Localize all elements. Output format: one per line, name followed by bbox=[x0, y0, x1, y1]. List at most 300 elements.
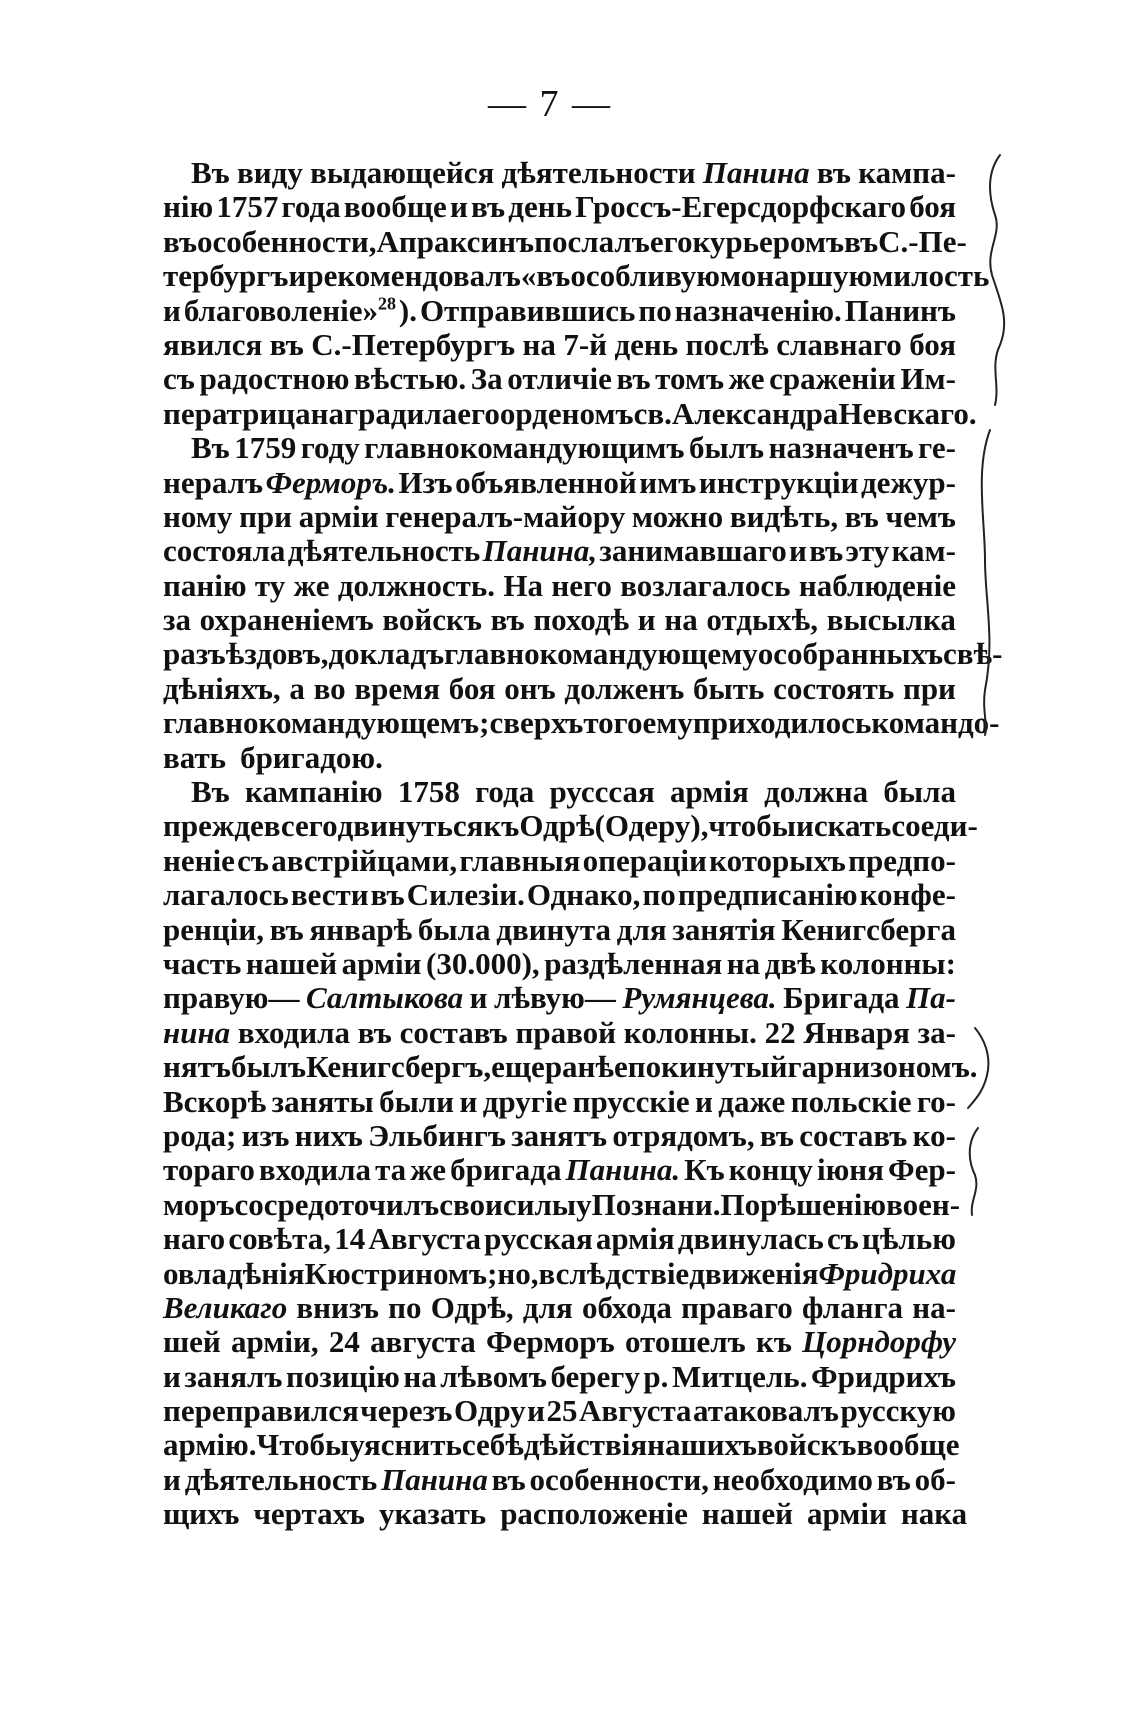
word-text: томъ bbox=[655, 361, 725, 397]
word bbox=[185, 1463, 378, 1497]
word bbox=[403, 1360, 436, 1394]
word bbox=[486, 1325, 615, 1359]
word-text: входила bbox=[237, 1014, 351, 1050]
word-text: Ферморъ bbox=[486, 1324, 615, 1360]
word bbox=[294, 569, 330, 603]
word-text: разъѣздовъ, bbox=[163, 636, 329, 672]
word-text: послалъ bbox=[534, 223, 650, 259]
word bbox=[163, 362, 195, 396]
word-text: въ bbox=[370, 877, 405, 913]
word bbox=[693, 672, 764, 706]
word bbox=[521, 259, 571, 293]
word-text: даже bbox=[718, 1083, 786, 1119]
word-text: возлагалось bbox=[620, 567, 791, 603]
word-text: въ bbox=[616, 361, 651, 397]
word bbox=[638, 603, 656, 637]
word bbox=[799, 569, 956, 603]
word-text: въ bbox=[816, 155, 851, 190]
text-line bbox=[163, 1463, 956, 1497]
word bbox=[342, 947, 422, 981]
word bbox=[503, 569, 543, 603]
word-text: Гроссъ-Егерсдорфскаго bbox=[575, 189, 907, 225]
word bbox=[431, 1291, 514, 1325]
word bbox=[769, 431, 914, 465]
word-text: позицію bbox=[286, 1358, 400, 1394]
word bbox=[871, 706, 999, 740]
word-text: лагалось bbox=[163, 877, 289, 913]
word-text: и bbox=[695, 1083, 713, 1119]
word bbox=[681, 1291, 793, 1325]
word bbox=[371, 878, 405, 912]
word bbox=[272, 1085, 374, 1119]
word-text: должна bbox=[764, 774, 869, 810]
word-text: была bbox=[417, 911, 491, 947]
word bbox=[264, 809, 338, 843]
word bbox=[459, 844, 580, 878]
text-line bbox=[163, 672, 956, 706]
word bbox=[878, 225, 967, 259]
word bbox=[592, 1188, 721, 1222]
word bbox=[891, 809, 977, 843]
word bbox=[375, 1153, 406, 1187]
word bbox=[539, 1257, 690, 1291]
word-text: собранныхъ bbox=[773, 636, 944, 672]
word bbox=[595, 809, 709, 843]
word-text: дѣятельности bbox=[501, 155, 696, 190]
word-text: другіе bbox=[482, 1083, 568, 1119]
word-text: Въ bbox=[191, 774, 230, 810]
word-text: на bbox=[522, 326, 556, 362]
word-text: въ bbox=[490, 602, 525, 638]
word-text: съ bbox=[163, 361, 195, 397]
word-text: ренціи, bbox=[163, 911, 264, 947]
word bbox=[625, 1325, 746, 1359]
word bbox=[718, 1085, 785, 1119]
word-text: августа bbox=[370, 1324, 476, 1360]
word bbox=[491, 1050, 545, 1084]
word bbox=[756, 1325, 792, 1359]
text-line bbox=[163, 223, 967, 259]
word-text: вѣстью. bbox=[354, 361, 467, 397]
word bbox=[163, 1085, 266, 1119]
word bbox=[799, 1119, 907, 1153]
word-text: Панина bbox=[702, 155, 810, 190]
word-text: и bbox=[449, 189, 468, 225]
word-text: въ bbox=[471, 189, 506, 225]
word bbox=[288, 534, 481, 568]
word bbox=[827, 603, 956, 637]
word-text: Бригада bbox=[783, 980, 900, 1016]
word-text: указать bbox=[379, 1496, 487, 1532]
word bbox=[163, 1291, 287, 1325]
word-text: Одру bbox=[453, 1393, 526, 1429]
word bbox=[689, 431, 764, 465]
word bbox=[614, 328, 678, 362]
word bbox=[475, 775, 534, 809]
word-text: и bbox=[288, 258, 307, 294]
word-text: соеди- bbox=[891, 808, 978, 844]
word bbox=[522, 328, 555, 362]
word bbox=[783, 981, 899, 1015]
word bbox=[811, 1360, 956, 1394]
word-text: нію bbox=[163, 189, 214, 225]
word bbox=[163, 947, 241, 981]
word bbox=[191, 431, 230, 465]
word bbox=[444, 637, 758, 671]
word bbox=[638, 294, 671, 328]
text-line bbox=[163, 1016, 956, 1050]
word bbox=[163, 1119, 236, 1153]
word bbox=[703, 156, 810, 190]
word bbox=[583, 844, 707, 878]
word-text: того bbox=[583, 705, 643, 741]
word-text: въ bbox=[491, 1461, 526, 1497]
word bbox=[943, 637, 1002, 671]
word-text: правой bbox=[515, 1014, 616, 1050]
word bbox=[686, 328, 769, 362]
word-text: охраненіемъ bbox=[199, 602, 374, 638]
word bbox=[872, 259, 989, 293]
margin-brace-mark-1 bbox=[990, 155, 1004, 405]
word bbox=[628, 1050, 788, 1084]
word bbox=[760, 1119, 794, 1153]
word-text: но, bbox=[497, 1255, 539, 1291]
word-text: Января bbox=[803, 1014, 910, 1050]
word-text: главнокомандующему bbox=[444, 636, 758, 672]
text-line bbox=[163, 705, 1000, 741]
word-text: назначенъ bbox=[768, 430, 914, 466]
word-text: Изъ bbox=[398, 464, 453, 500]
text-line bbox=[163, 190, 956, 224]
word-text: двѣ bbox=[764, 945, 816, 981]
word bbox=[564, 672, 684, 706]
text-line bbox=[163, 1360, 956, 1394]
word-text: монаршую bbox=[720, 258, 873, 294]
word bbox=[622, 981, 776, 1015]
word bbox=[163, 1188, 235, 1222]
word-text: 7-й bbox=[563, 326, 607, 362]
word-text: боя bbox=[448, 670, 496, 706]
word bbox=[845, 294, 956, 328]
word bbox=[900, 362, 956, 396]
word-text: же bbox=[410, 1152, 447, 1188]
word bbox=[470, 981, 488, 1015]
word-text: на bbox=[664, 602, 698, 638]
word bbox=[802, 1325, 956, 1359]
word-text: дѣніяхъ, bbox=[163, 670, 281, 706]
word bbox=[860, 878, 956, 912]
word-text: русская bbox=[484, 1221, 593, 1257]
word bbox=[296, 1291, 378, 1325]
word-text: Вскорѣ bbox=[163, 1083, 267, 1119]
word bbox=[253, 1497, 365, 1531]
word-text: въ bbox=[269, 326, 304, 362]
word-text: «въ bbox=[520, 258, 571, 294]
word bbox=[575, 190, 906, 224]
word-text: прусскіе bbox=[572, 1083, 690, 1119]
word-text: изъ bbox=[241, 1117, 290, 1153]
word-text: Августа bbox=[578, 1393, 692, 1429]
word-text: кампанію bbox=[245, 774, 383, 810]
word bbox=[420, 294, 635, 328]
word bbox=[491, 603, 525, 637]
word-text: года bbox=[475, 774, 535, 810]
word bbox=[693, 706, 871, 740]
word-text: ему bbox=[642, 705, 693, 741]
word-text: дѣятельность bbox=[287, 533, 481, 569]
word-text: къ bbox=[483, 808, 520, 844]
word bbox=[713, 1463, 873, 1497]
word bbox=[358, 1016, 392, 1050]
word-text: неніе bbox=[163, 842, 235, 878]
word bbox=[500, 1497, 688, 1531]
word bbox=[524, 1428, 647, 1462]
word-text: На bbox=[503, 567, 544, 603]
word-text: предпо- bbox=[848, 842, 956, 878]
body-text bbox=[163, 155, 1003, 1532]
word-text: лѣвую— bbox=[494, 980, 616, 1016]
text-line bbox=[163, 1085, 956, 1119]
word bbox=[672, 397, 839, 431]
word-text: нашей bbox=[701, 1496, 793, 1532]
word bbox=[901, 1497, 967, 1531]
word bbox=[291, 878, 369, 912]
word bbox=[311, 328, 515, 362]
word bbox=[457, 397, 500, 431]
word-text: и bbox=[459, 1083, 478, 1119]
text-line bbox=[163, 775, 956, 809]
word bbox=[288, 259, 306, 293]
word bbox=[163, 569, 247, 603]
word-text: занимавшаго bbox=[599, 533, 787, 569]
word-text: боя bbox=[909, 326, 956, 362]
word bbox=[576, 1188, 592, 1222]
word-text: на- bbox=[912, 1289, 956, 1325]
word bbox=[764, 775, 868, 809]
word-text: сраженіи bbox=[769, 361, 896, 397]
word bbox=[655, 362, 724, 396]
word bbox=[163, 1257, 304, 1291]
word-text: армія bbox=[595, 1221, 675, 1257]
word bbox=[197, 225, 376, 259]
word bbox=[758, 637, 774, 671]
word bbox=[760, 1188, 886, 1222]
word-text: былъ bbox=[688, 430, 765, 466]
word-text: за- bbox=[917, 1014, 956, 1050]
word bbox=[862, 1222, 956, 1256]
word bbox=[848, 844, 956, 878]
word-text: занялъ bbox=[184, 1358, 283, 1394]
word-text: Панина bbox=[381, 1461, 488, 1497]
word bbox=[163, 500, 232, 534]
word-text: вообще bbox=[343, 189, 447, 225]
word-text: кам- bbox=[891, 533, 956, 569]
word-text: была bbox=[883, 774, 956, 810]
word-text: Августа bbox=[368, 1221, 481, 1257]
word bbox=[259, 1153, 371, 1187]
word-text: фланга bbox=[802, 1289, 904, 1325]
word bbox=[634, 397, 672, 431]
text-line bbox=[163, 1325, 956, 1359]
word bbox=[239, 500, 292, 534]
word-text: по bbox=[642, 877, 676, 913]
word-text: и bbox=[163, 1358, 181, 1394]
word-text: наградила bbox=[310, 395, 458, 431]
word-text: курьеромъ bbox=[692, 223, 845, 259]
word-text: Къ bbox=[684, 1152, 725, 1188]
word-text: и bbox=[163, 292, 181, 328]
word bbox=[807, 1497, 887, 1531]
text-line bbox=[163, 1394, 956, 1428]
text-line bbox=[163, 636, 1003, 672]
word bbox=[702, 1497, 793, 1531]
word-text: моръ bbox=[163, 1186, 235, 1222]
word-text: войскъ bbox=[382, 602, 482, 638]
word-text: Одрѣ bbox=[519, 808, 595, 844]
word bbox=[184, 294, 396, 328]
word bbox=[370, 1325, 476, 1359]
word-text: въ bbox=[357, 1014, 392, 1050]
word bbox=[809, 534, 843, 568]
word bbox=[385, 500, 625, 534]
word-text: Въ bbox=[191, 430, 230, 466]
word bbox=[231, 1050, 306, 1084]
word-text: Отправившись bbox=[419, 292, 636, 328]
word-text: еще bbox=[491, 1049, 545, 1085]
word-text: его bbox=[649, 223, 693, 259]
word bbox=[546, 1394, 577, 1428]
word bbox=[721, 1188, 761, 1222]
word-text: главнокомандующемъ; bbox=[163, 705, 490, 741]
word bbox=[906, 981, 956, 1015]
word-text: къ bbox=[755, 1324, 792, 1360]
word-text: панію bbox=[163, 567, 247, 603]
word-text: на bbox=[403, 1358, 437, 1394]
word-text: совѣта, bbox=[228, 1221, 332, 1257]
word bbox=[289, 672, 305, 706]
text-line bbox=[163, 395, 977, 431]
word bbox=[484, 1222, 593, 1256]
word-text: особливую bbox=[570, 258, 720, 294]
word-text: Кенигсберга bbox=[781, 911, 956, 947]
word-text: свѣ- bbox=[943, 636, 1003, 672]
word-text: обхода bbox=[581, 1289, 672, 1325]
text-line bbox=[163, 1427, 960, 1463]
text-line bbox=[163, 603, 956, 637]
word-text: дѣятельность bbox=[184, 1461, 378, 1497]
word-text: въ bbox=[844, 498, 879, 534]
word-text: на bbox=[726, 945, 761, 981]
word-text: Эльбингъ bbox=[368, 1117, 506, 1153]
word-text: и bbox=[637, 602, 656, 638]
word-text: колонны: bbox=[820, 945, 956, 981]
word-text: тербургъ bbox=[163, 258, 289, 294]
word-text: ту bbox=[254, 567, 286, 603]
word bbox=[695, 1085, 713, 1119]
word bbox=[256, 1428, 349, 1462]
word-text: 22 bbox=[764, 1014, 796, 1050]
word bbox=[399, 466, 453, 500]
word-text: арміи bbox=[341, 945, 422, 981]
word-text: же bbox=[293, 567, 330, 603]
word bbox=[418, 913, 491, 947]
word bbox=[534, 225, 650, 259]
text-line bbox=[163, 534, 956, 568]
word bbox=[238, 1016, 350, 1050]
word bbox=[163, 294, 181, 328]
text-line bbox=[163, 258, 990, 294]
word-text: за bbox=[163, 602, 191, 638]
word-text: гарнизономъ. bbox=[787, 1049, 978, 1085]
word-text: входила bbox=[258, 1152, 372, 1188]
word-text: Силезіи. bbox=[406, 877, 525, 913]
word-text: ранѣе bbox=[544, 1049, 628, 1085]
word-text: Фридрихъ bbox=[810, 1358, 956, 1394]
word bbox=[596, 1222, 675, 1256]
word-text: р. bbox=[643, 1358, 669, 1394]
word bbox=[328, 637, 444, 671]
word-text: бригада bbox=[450, 1152, 562, 1188]
word-text: славнаго bbox=[776, 326, 902, 362]
word-text: онъ bbox=[504, 670, 556, 706]
word bbox=[729, 362, 765, 396]
word-text: во bbox=[313, 670, 346, 706]
word-text: нихъ bbox=[294, 1117, 363, 1153]
word bbox=[450, 190, 468, 224]
word-text: наго bbox=[163, 1221, 226, 1257]
word bbox=[549, 775, 654, 809]
word-text: явился bbox=[163, 326, 263, 362]
text-line bbox=[163, 913, 956, 947]
word-text: инструкціи bbox=[698, 464, 859, 500]
word-text: долженъ bbox=[564, 670, 685, 706]
word bbox=[769, 362, 896, 396]
word bbox=[237, 156, 303, 190]
word-text: январѣ bbox=[309, 911, 413, 947]
text-line bbox=[163, 328, 956, 362]
word bbox=[354, 362, 466, 396]
word-text: уяснить bbox=[349, 1427, 462, 1463]
word bbox=[329, 1325, 360, 1359]
word-text: нина bbox=[163, 1014, 231, 1050]
word-text: предписанію bbox=[677, 877, 858, 913]
word bbox=[678, 1222, 824, 1256]
word bbox=[664, 603, 697, 637]
word bbox=[877, 1463, 911, 1497]
word bbox=[234, 431, 296, 465]
word bbox=[545, 1050, 628, 1084]
word bbox=[791, 1085, 912, 1119]
word bbox=[503, 1188, 576, 1222]
word-text: и bbox=[527, 1393, 545, 1429]
word-text: виду bbox=[237, 155, 303, 190]
word bbox=[915, 1463, 956, 1497]
word-text: Однако, bbox=[526, 877, 641, 913]
word bbox=[309, 913, 412, 947]
word-text: видѣть, bbox=[729, 498, 839, 534]
word-text: рекомендовалъ bbox=[306, 258, 521, 294]
word-text: свои bbox=[439, 1186, 503, 1222]
word bbox=[616, 362, 650, 396]
word-text: вести bbox=[290, 877, 369, 913]
word-text: 24 bbox=[328, 1324, 360, 1360]
page-number: — 7 — bbox=[488, 83, 612, 125]
word bbox=[624, 1016, 757, 1050]
word bbox=[803, 1016, 910, 1050]
word bbox=[255, 569, 285, 603]
word bbox=[642, 878, 675, 912]
word-text: приходилось bbox=[692, 705, 872, 741]
